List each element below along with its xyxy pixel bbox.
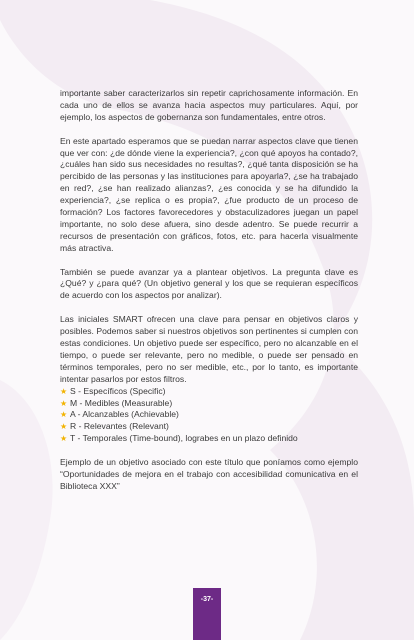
smart-section	[60, 314, 358, 445]
page-number: -37-	[200, 596, 214, 603]
star-bullet-icon: ★	[60, 386, 68, 396]
star-bullet-icon: ★	[60, 398, 68, 408]
smart-item-m	[60, 398, 358, 410]
star-bullet-icon: ★	[60, 434, 68, 444]
smart-item-label: A - Alcanzables (Achievable)	[70, 409, 179, 420]
smart-item-label: M - Medibles (Measurable)	[70, 397, 173, 408]
smart-item-label: T - Temporales (Time-bound), lograbes en un plazo definido	[70, 433, 298, 444]
smart-item-a	[60, 409, 358, 421]
smart-item-label: R - Relevantes (Relevant)	[70, 421, 169, 432]
paragraph-1: importante saber caracterizarlos sin repetir caprichosamente información. En cada uno de ellos se avanza hacia aspectos muy particulares. Aquí, por ejemplo, los aspectos de gobernanza son fundamentales, entre otros.	[60, 88, 358, 122]
smart-list	[60, 386, 358, 446]
paragraph-5: Ejemplo de un objetivo asociado con este título que poníamos como ejemplo “Oportunidades de mejora en el trabajo con accesibilidad comunicativa en el Biblioteca XXX”	[60, 457, 358, 491]
smart-item-r	[60, 421, 358, 433]
smart-item-s	[60, 386, 358, 398]
smart-item-label: S - Específicos (Specific)	[70, 385, 166, 396]
star-bullet-icon: ★	[60, 422, 68, 432]
smart-item-t	[60, 433, 358, 445]
paragraph-2: En este apartado esperamos que se puedan narrar aspectos clave que tienen que ver con: ¿de dónde viene la experiencia?, ¿con qué apoyos ha contado?, ¿cuáles han sido sus necesidades no resultas?, ¿qué tanta disposición se ha percibido de las personas y las instituciones para apoyarla?, ¿se ha trabajado en red?, ¿se han realizado alianzas?, ¿es conocida y se ha difundido la experiencia?, ¿se replica o es propia?, ¿fue producto de un proceso de formación? Los factores favorecedores y obstaculizadores juegan un papel importante, no solo dese afuera, sino desde adentro. Se puede recurrir a recursos de presentación con gráficos, fotos, etc. para hacerla visualmente más atractiva.	[60, 135, 358, 253]
paragraph-3: También se puede avanzar ya a plantear objetivos. La pregunta clave es ¿Qué? y ¿para qué? (Un objetivo general y los que se requieran específicos de acuerdo con los aspectos por analizar).	[60, 266, 358, 301]
body-text	[60, 88, 358, 505]
paragraph-4: Las iniciales SMART ofrecen una clave para pensar en objetivos claros y posibles. Podemos saber si nuestros objetivos son pertinentes si cumplen con estas condiciones. Un objetivo puede ser específico, pero no alcanzable en el tiempo, o puede ser relevante, pero no medible, o puede ser pensado en términos temporales, pero no ser medible, etc., por lo tanto, es importante intentar pasarlos por estos filtros.	[60, 314, 358, 384]
star-bullet-icon: ★	[60, 410, 68, 420]
